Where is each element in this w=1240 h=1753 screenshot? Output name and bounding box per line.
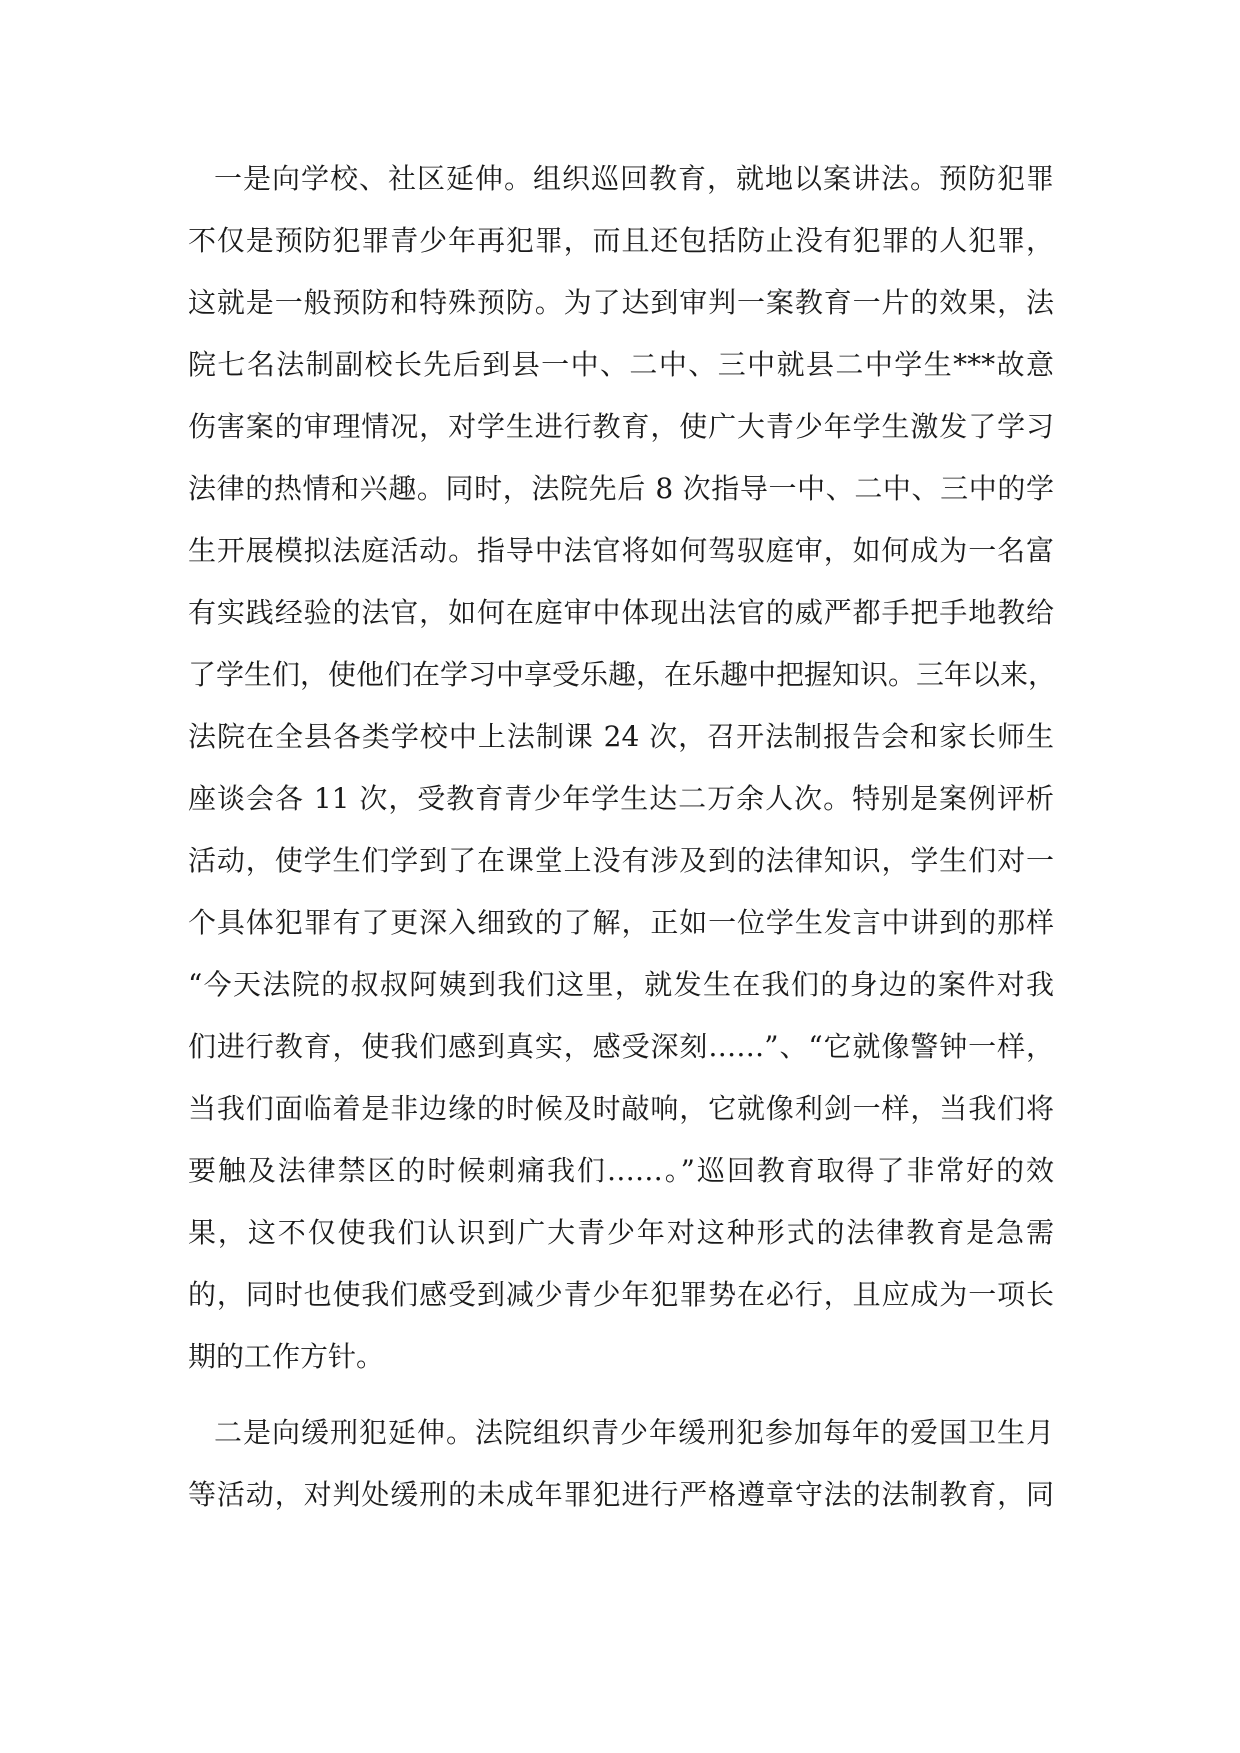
paragraph-spacer bbox=[188, 1388, 1054, 1402]
text-line: “今天法院的叔叔阿姨到我们这里，就发生在我们的身边的案件对我 bbox=[188, 968, 1054, 1001]
text-line: 等活动，对判处缓刑的未成年罪犯进行严格遵章守法的法制教育，同 bbox=[188, 1478, 1054, 1511]
text-line: 们进行教育，使我们感到真实，感受深刻……”、“它就像警钟一样， bbox=[188, 1030, 1054, 1063]
text-line: 了学生们，使他们在学习中享受乐趣，在乐趣中把握知识。三年以来， bbox=[188, 658, 1057, 691]
text-line: 生开展模拟法庭活动。指导中法官将如何驾驭庭审，如何成为一名富 bbox=[188, 534, 1054, 567]
text-line: 不仅是预防犯罪青少年再犯罪，而且还包括防止没有犯罪的人犯罪， bbox=[188, 224, 1054, 257]
text-line: 院七名法制副校长先后到县一中、二中、三中就县二中学生***故意 bbox=[188, 348, 1054, 381]
document-body bbox=[188, 148, 1057, 1526]
text-line: 一是向学校、社区延伸。组织巡回教育，就地以案讲法。预防犯罪 bbox=[214, 162, 1054, 195]
text-line: 座谈会各 11 次，受教育青少年学生达二万余人次。特别是案例评析 bbox=[188, 782, 1054, 815]
text-line: 伤害案的审理情况，对学生进行教育，使广大青少年学生激发了学习 bbox=[188, 410, 1054, 443]
text-line: 二是向缓刑犯延伸。法院组织青少年缓刑犯参加每年的爱国卫生月 bbox=[214, 1416, 1054, 1449]
text-line: 果，这不仅使我们认识到广大青少年对这种形式的法律教育是急需 bbox=[188, 1216, 1054, 1249]
text-line: 当我们面临着是非边缘的时候及时敲响，它就像利剑一样，当我们将 bbox=[188, 1092, 1054, 1125]
text-line: 个具体犯罪有了更深入细致的了解，正如一位学生发言中讲到的那样 bbox=[188, 906, 1054, 939]
text-line: 活动，使学生们学到了在课堂上没有涉及到的法律知识，学生们对一 bbox=[188, 844, 1054, 877]
text-line: 法律的热情和兴趣。同时，法院先后 8 次指导一中、二中、三中的学 bbox=[188, 472, 1054, 505]
text-line: 有实践经验的法官，如何在庭审中体现出法官的威严都手把手地教给 bbox=[188, 596, 1054, 629]
text-line: 的，同时也使我们感受到减少青少年犯罪势在必行，且应成为一项长 bbox=[188, 1278, 1054, 1311]
text-line: 期的工作方针。 bbox=[188, 1340, 385, 1373]
text-line: 这就是一般预防和特殊预防。为了达到审判一案教育一片的效果，法 bbox=[188, 286, 1054, 319]
text-line: 法院在全县各类学校中上法制课 24 次，召开法制报告会和家长师生 bbox=[188, 720, 1054, 753]
paragraph-school-community bbox=[188, 148, 1057, 1388]
paragraph-probation bbox=[188, 1402, 1054, 1526]
text-line: 要触及法律禁区的时候刺痛我们……。”巡回教育取得了非常好的效 bbox=[188, 1154, 1054, 1187]
